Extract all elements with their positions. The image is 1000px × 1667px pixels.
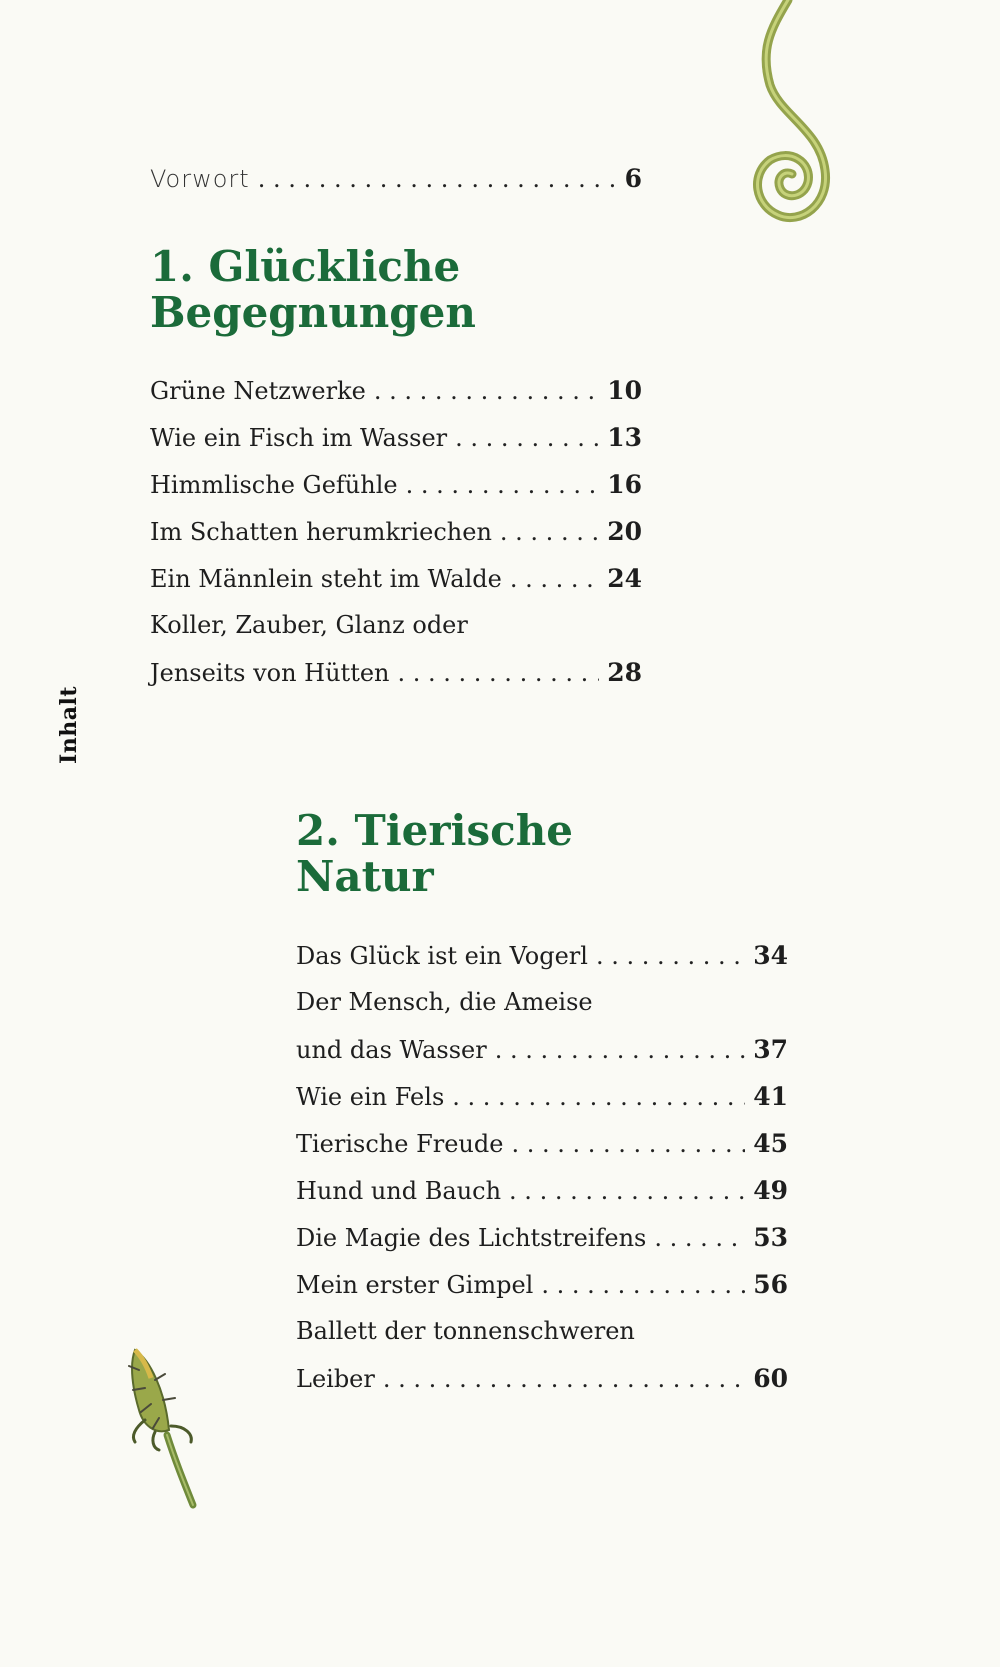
toc-entry-title: Himmlische Gefühle — [150, 471, 398, 499]
toc-entry — [296, 1225, 788, 1250]
toc-entry-page: 56 — [753, 1270, 788, 1299]
toc-entry — [296, 1131, 788, 1156]
toc-entry-page: 24 — [607, 564, 642, 593]
chapter-1-title-line1: 1. Glückliche — [150, 242, 461, 291]
leader-dots — [511, 1132, 745, 1156]
leader-dots — [541, 1273, 745, 1297]
toc-entry-page: 28 — [607, 658, 642, 687]
curled-tendril-icon — [730, 0, 850, 240]
toc-entry-page: 53 — [753, 1223, 788, 1252]
leader-dots — [406, 473, 600, 497]
toc-entry-title: Tierische Freude — [296, 1130, 504, 1158]
chapter-1-title — [150, 244, 476, 336]
leader-dots — [455, 426, 599, 450]
toc-entry-page: 41 — [753, 1082, 788, 1111]
toc-entry-title: Ein Männlein steht im Walde — [150, 565, 502, 593]
toc-entry-page: 20 — [607, 517, 642, 546]
toc-entry-title: Grüne Netzwerke — [150, 377, 366, 405]
toc-entry-page: 6 — [624, 164, 642, 193]
toc-entry-page: 37 — [753, 1035, 788, 1064]
leader-dots — [398, 661, 600, 685]
chapter-2-title — [296, 808, 573, 900]
toc-entry-title: Wie ein Fisch im Wasser — [150, 424, 448, 452]
leader-dots — [596, 944, 745, 968]
toc-entry-page: 45 — [753, 1129, 788, 1158]
thistle-bud-icon — [105, 1340, 215, 1510]
toc-entry-page: 10 — [607, 376, 642, 405]
toc-entry-title: Das Glück ist ein Vogerl — [296, 942, 588, 970]
toc-entry-title: und das Wasser — [296, 1036, 487, 1064]
toc-entry-page: 49 — [753, 1176, 788, 1205]
leader-dots — [383, 1367, 745, 1391]
toc-entry — [296, 1272, 788, 1297]
toc-entry — [296, 1366, 788, 1391]
toc-entry — [150, 425, 642, 450]
toc-entry — [150, 660, 642, 685]
leader-dots — [258, 167, 617, 191]
toc-entry — [296, 1084, 788, 1109]
toc-entry-title: Mein erster Gimpel — [296, 1271, 534, 1299]
toc-entry — [296, 943, 788, 968]
toc-entry — [150, 566, 642, 591]
toc-entry-page: 16 — [607, 470, 642, 499]
chapter-2-title-line2: Natur — [296, 852, 434, 901]
toc-entry-title: Vorwort — [150, 165, 250, 193]
toc-entry-title: Wie ein Fels — [296, 1083, 445, 1111]
toc-entry-title: Leiber — [296, 1365, 375, 1393]
toc-entry-title-line1: Der Mensch, die Ameise — [296, 988, 593, 1016]
toc-entry — [296, 1037, 788, 1062]
toc-entry-title-line1: Koller, Zauber, Glanz oder — [150, 611, 468, 639]
leader-dots — [500, 520, 599, 544]
toc-entry-title: Jenseits von Hütten — [150, 659, 390, 687]
leader-dots — [452, 1085, 745, 1109]
leader-dots — [374, 379, 599, 403]
toc-entry-vorwort — [150, 166, 642, 191]
chapter-2-title-line1: 2. Tierische — [296, 806, 573, 855]
toc-entry-page: 13 — [607, 423, 642, 452]
toc-entry-title: Die Magie des Lichtstreifens — [296, 1224, 647, 1252]
chapter-1-title-line2: Begegnungen — [150, 288, 476, 337]
toc-entry-page: 34 — [753, 941, 788, 970]
leader-dots — [510, 567, 599, 591]
toc-entry — [296, 1178, 788, 1203]
section-label-inhalt: Inhalt — [56, 685, 82, 764]
toc-entry — [150, 472, 642, 497]
toc-entry-title: Hund und Bauch — [296, 1177, 502, 1205]
toc-entry-title: Im Schatten herumkriechen — [150, 518, 492, 546]
leader-dots — [509, 1179, 745, 1203]
toc-entry-title-line1: Ballett der tonnenschweren — [296, 1317, 635, 1345]
leader-dots — [495, 1038, 745, 1062]
toc-entry — [150, 378, 642, 403]
toc-entry — [150, 519, 642, 544]
leader-dots — [654, 1226, 745, 1250]
toc-entry-page: 60 — [753, 1364, 788, 1393]
